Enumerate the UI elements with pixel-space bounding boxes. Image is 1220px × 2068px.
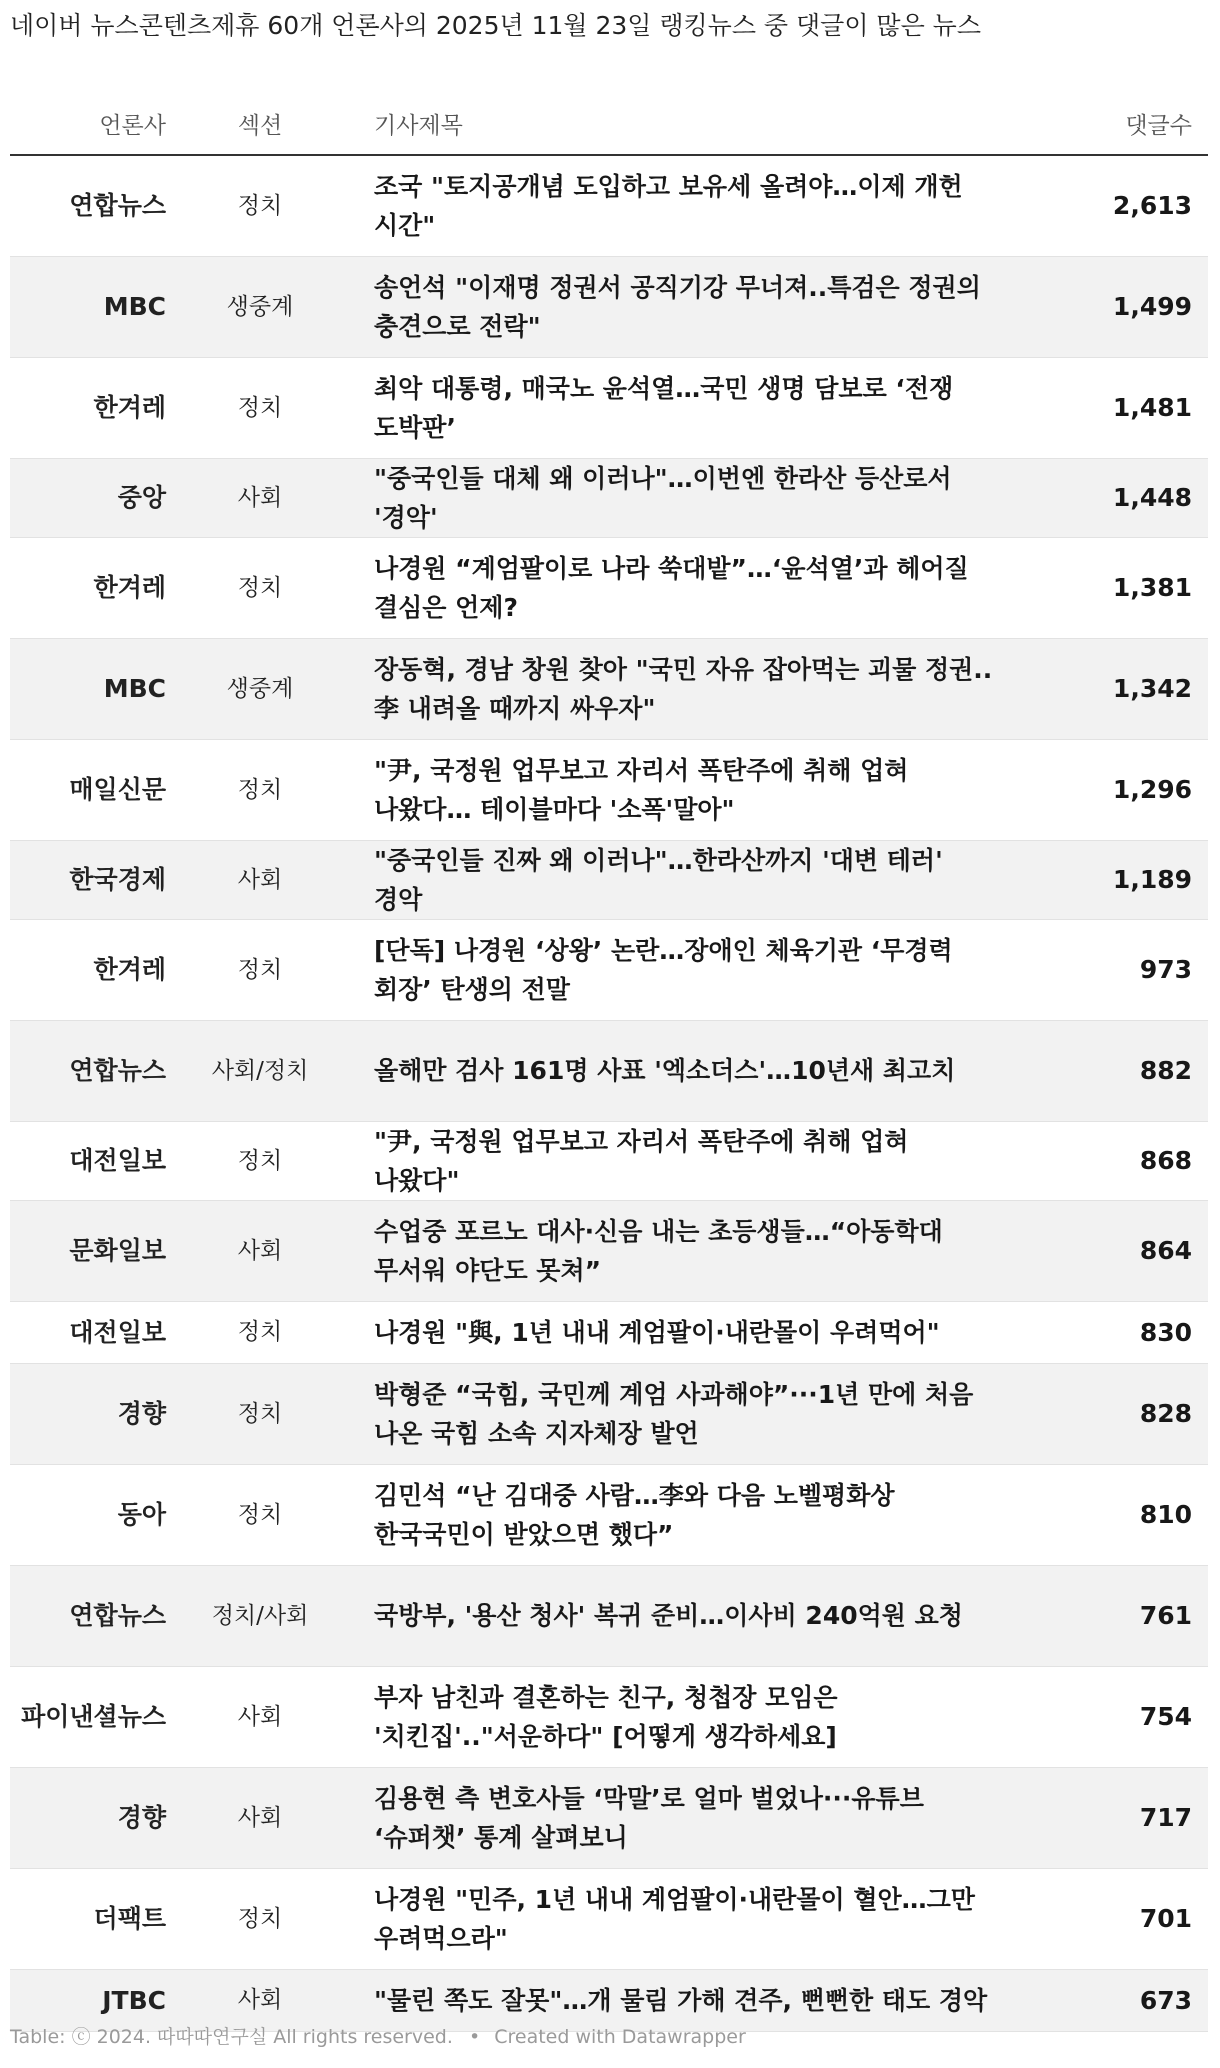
cell-article-title: 김민석 “난 김대중 사람…李와 다음 노벨평화상 한국국민이 받았으면 했다”: [374, 1480, 895, 1549]
cell-publisher: 동아: [117, 1500, 166, 1529]
cell-section: 사회: [237, 1804, 283, 1831]
column-header-comments[interactable]: 댓글수: [1038, 92, 1208, 155]
header-row: [10, 92, 1208, 155]
cell-article-title: 수업중 포르노 대사·신음 내는 초등생들…“아동학대 무서워 야단도 못쳐”: [374, 1216, 943, 1285]
table-row: [10, 155, 1208, 256]
cell-publisher: 경향: [117, 1803, 166, 1832]
cell-comment-count: 754: [1139, 1702, 1192, 1731]
cell-article-title: 송언석 "이재명 정권서 공직기강 무너져..특검은 정권의 충견으로 전락": [374, 272, 981, 341]
cell-section: 정치: [237, 776, 283, 803]
cell-comment-count: 2,613: [1112, 191, 1192, 221]
cell-section: 정치: [237, 1501, 283, 1528]
cell-publisher: 한겨레: [93, 393, 166, 422]
cell-publisher: 경향: [117, 1399, 166, 1428]
datawrapper-credit-link[interactable]: Created with Datawrapper: [494, 2026, 746, 2048]
cell-publisher: 한국경제: [69, 865, 166, 894]
cell-article-title: [단독] 나경원 ‘상왕’ 논란…장애인 체육기관 ‘무경력 회장’ 탄생의 전말: [374, 935, 953, 1004]
column-header-article-title[interactable]: 기사제목: [342, 92, 1038, 155]
cell-comment-count: 973: [1139, 955, 1192, 984]
table-row: [10, 537, 1208, 638]
cell-comment-count: 828: [1139, 1399, 1192, 1428]
cell-comment-count: 761: [1139, 1601, 1192, 1630]
table-row: [10, 840, 1208, 919]
cell-article-title: 김용현 측 변호사들 ‘막말’로 얼마 벌었나···유튜브 ‘슈퍼챗’ 통계 살펴보니: [374, 1783, 924, 1852]
cell-publisher: 연합뉴스: [69, 191, 166, 221]
column-header-section[interactable]: 섹션: [178, 92, 342, 155]
cell-article-title: "중국인들 대체 왜 이러나"…이번엔 한라산 등산로서 '경악': [374, 463, 952, 532]
cell-article-title: 나경원 “계엄팔이로 나라 쑥대밭”…‘윤석열’과 헤어질 결심은 언제?: [374, 553, 969, 622]
footer-separator: •: [468, 2026, 481, 2048]
cell-comment-count: 864: [1139, 1236, 1192, 1265]
table-row: [10, 1020, 1208, 1121]
cell-comment-count: 1,342: [1112, 674, 1192, 703]
cell-comment-count: 673: [1139, 1985, 1192, 2015]
table-row: [10, 256, 1208, 357]
cell-section: 생중계: [226, 293, 294, 320]
cell-section: 사회: [237, 1237, 283, 1264]
cell-comment-count: 717: [1139, 1803, 1192, 1832]
table-row: [10, 919, 1208, 1020]
cell-comment-count: 1,481: [1112, 393, 1192, 422]
cell-comment-count: 882: [1139, 1056, 1192, 1085]
cell-section: 사회/정치: [211, 1057, 309, 1084]
cell-section: 정치: [237, 956, 283, 983]
cell-publisher: 연합뉴스: [69, 1601, 166, 1630]
cell-publisher: JTBC: [102, 1985, 166, 2015]
column-header-publisher[interactable]: 언론사: [10, 92, 178, 155]
cell-comment-count: 701: [1139, 1904, 1192, 1933]
cell-comment-count: 868: [1139, 1146, 1192, 1175]
table-row: [10, 1121, 1208, 1200]
cell-article-title: 나경원 "與, 1년 내내 계엄팔이·내란몰이 우려먹어": [374, 1317, 940, 1347]
cell-comment-count: 1,296: [1112, 775, 1192, 804]
ranking-table: [10, 92, 1208, 2032]
cell-comment-count: 1,499: [1112, 292, 1192, 321]
table-row: [10, 1301, 1208, 1363]
cell-article-title: 장동혁, 경남 창원 찾아 "국민 자유 잡아먹는 괴물 정권..李 내려올 때까지 싸우자": [374, 654, 993, 723]
table-row: [10, 1200, 1208, 1301]
table-row: [10, 1767, 1208, 1868]
table-row: [10, 357, 1208, 458]
table-header: [10, 92, 1208, 155]
cell-article-title: "중국인들 진짜 왜 이러나"…한라산까지 '대변 테러' 경악: [374, 845, 943, 914]
cell-publisher: 더팩트: [93, 1904, 166, 1933]
cell-section: 정치: [237, 1147, 283, 1174]
table-title: 네이버 뉴스콘텐츠제휴 60개 언론사의 2025년 11월 23일 랭킹뉴스 중 댓글이 많은 뉴스: [10, 11, 981, 40]
cell-article-title: "尹, 국정원 업무보고 자리서 폭탄주에 취해 업혀 나왔다": [374, 1126, 909, 1195]
cell-comment-count: 1,189: [1112, 865, 1192, 894]
cell-comment-count: 810: [1139, 1500, 1192, 1529]
cell-article-title: "尹, 국정원 업무보고 자리서 폭탄주에 취해 업혀 나왔다… 테이블마다 '소폭'말아": [374, 755, 909, 824]
table-row: [10, 739, 1208, 840]
table-footer: [10, 2022, 746, 2049]
cell-article-title: "물린 쪽도 잘못"…개 물림 가해 견주, 뻔뻔한 태도 경악: [374, 1985, 988, 2015]
cell-article-title: 국방부, '용산 청사' 복귀 준비…이사비 240억원 요청: [374, 1601, 963, 1630]
table-row: [10, 638, 1208, 739]
cell-article-title: 올해만 검사 161명 사표 '엑소더스'…10년새 최고치: [374, 1056, 956, 1085]
cell-publisher: 파이낸셜뉴스: [21, 1702, 166, 1731]
cell-section: 사회: [237, 1987, 283, 2013]
cell-comment-count: 830: [1139, 1317, 1192, 1347]
cell-publisher: 중앙: [117, 483, 166, 512]
cell-section: 사회: [237, 484, 283, 511]
cell-publisher: 연합뉴스: [69, 1056, 166, 1085]
cell-section: 정치/사회: [211, 1602, 309, 1629]
cell-article-title: 나경원 "민주, 1년 내내 계엄팔이·내란몰이 혈안…그만 우려먹으라": [374, 1884, 975, 1953]
table-row: [10, 1565, 1208, 1666]
cell-publisher: 한겨레: [93, 573, 166, 602]
cell-publisher: 문화일보: [69, 1236, 166, 1265]
table-row: [10, 458, 1208, 537]
cell-section: 정치: [237, 192, 283, 219]
cell-section: 정치: [237, 394, 283, 421]
cell-article-title: 부자 남친과 결혼하는 친구, 청첩장 모임은 '치킨집'.."서운하다" [어떻게 생각하세요]: [374, 1682, 838, 1751]
cell-comment-count: 1,448: [1112, 483, 1192, 512]
table-row: [10, 1666, 1208, 1767]
cell-publisher: MBC: [103, 292, 166, 321]
cell-article-title: 최악 대통령, 매국노 윤석열…국민 생명 담보로 ‘전쟁 도박판’: [374, 373, 954, 442]
cell-publisher: 대전일보: [69, 1146, 166, 1175]
cell-section: 생중계: [226, 675, 294, 702]
cell-publisher: 매일신문: [69, 775, 166, 804]
cell-article-title: 박형준 “국힘, 국민께 계엄 사과해야”···1년 만에 처음 나온 국힘 소속 지자체장 발언: [374, 1379, 974, 1448]
ranking-table-container: [10, 92, 1208, 2032]
cell-section: 정치: [237, 1400, 283, 1427]
cell-section: 정치: [237, 1319, 283, 1345]
cell-section: 정치: [237, 574, 283, 601]
cell-article-title: 조국 "토지공개념 도입하고 보유세 올려야…이제 개헌 시간": [374, 171, 963, 240]
cell-publisher: 대전일보: [69, 1317, 166, 1347]
copyright-notice: Table: ⓒ 2024. 따따따연구실 All rights reserved.: [10, 2026, 453, 2048]
cell-publisher: 한겨레: [93, 955, 166, 984]
cell-section: 정치: [237, 1905, 283, 1932]
table-body: [10, 155, 1208, 2031]
table-row: [10, 1464, 1208, 1565]
cell-publisher: MBC: [103, 674, 166, 703]
cell-comment-count: 1,381: [1112, 573, 1192, 602]
table-row: [10, 1868, 1208, 1969]
table-row: [10, 1363, 1208, 1464]
cell-section: 사회: [237, 1703, 283, 1730]
cell-section: 사회: [237, 866, 283, 893]
